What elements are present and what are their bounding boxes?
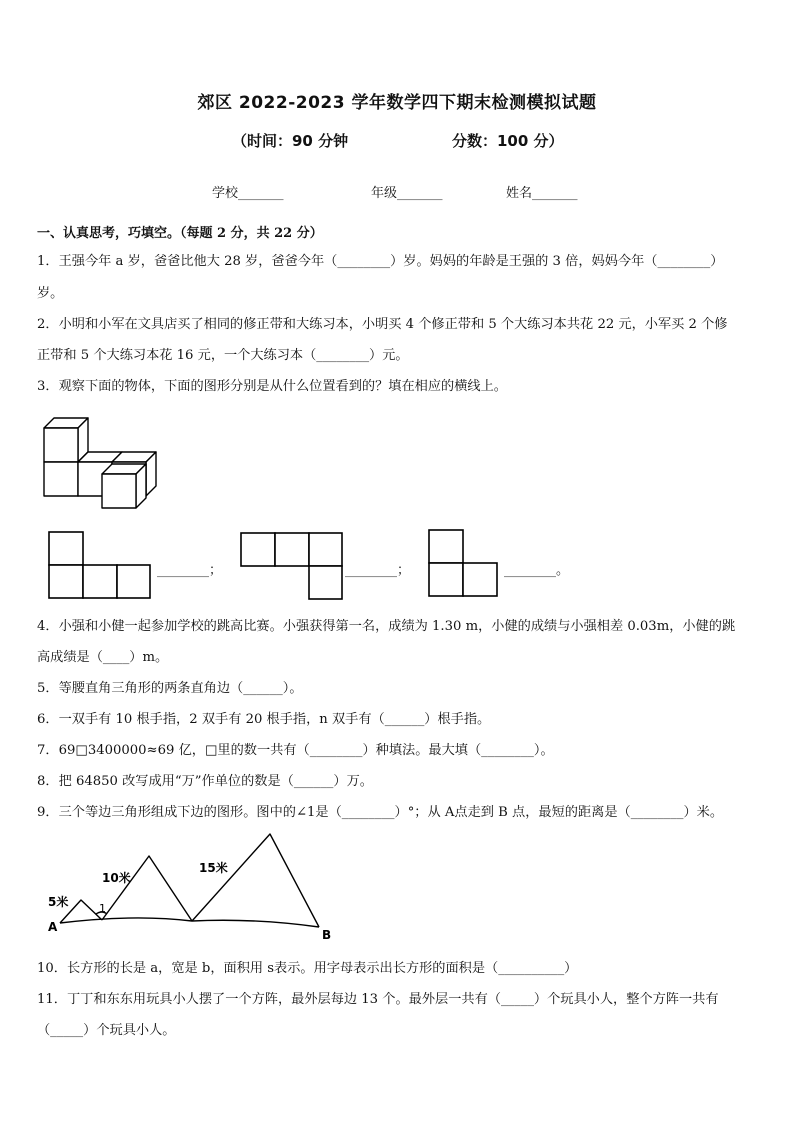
section-heading: 一、认真思考，巧填空。（每题 2 分，共 22 分） <box>37 226 323 241</box>
grade-field[interactable]: 年级_______ <box>371 186 443 201</box>
name-field[interactable]: 姓名_______ <box>506 186 578 201</box>
question-3: 3．观察下面的物体，下面的图形分别是从什么位置看到的？填在相应的横线上。 <box>37 379 507 394</box>
label-point-a: A <box>48 920 58 934</box>
question-11-line-2: （_____）个玩具小人。 <box>37 1023 176 1038</box>
label-5m: 5米 <box>48 895 69 909</box>
question-11-line-1: 11．丁丁和东东用玩具小人摆了一个方阵，最外层每边 13 个。最外层一共有（_____）个玩具小人，整个方阵一共有 <box>37 992 719 1007</box>
question-1-line-1: 1．王强今年 a 岁，爸爸比他大 28 岁，爸爸今年（________）岁。妈妈的年龄是王强的 3 倍，妈妈今年（________） <box>37 254 724 269</box>
question-8: 8．把 64850 改写成用“万”作单位的数是（______）万。 <box>37 774 373 789</box>
view-1-figure <box>47 530 152 600</box>
question-4-line-1: 4．小强和小健一起参加学校的跳高比赛。小强获得第一名，成绩为 1.30 m，小健的成绩与小强相差 0.03m，小健的跳 <box>37 619 736 634</box>
question-10: 10．长方形的长是 a，宽是 b，面积用 s表示。用字母表示出长方形的面积是（__________） <box>37 961 578 976</box>
question-2-line-1: 2．小明和小军在文具店买了相同的修正带和大练习本，小明买 4 个修正带和 5 个大练习本共花 22 元，小军买 2 个修 <box>37 317 728 332</box>
school-field[interactable]: 学校_______ <box>212 186 284 201</box>
view-3-figure <box>427 528 499 598</box>
label-angle-1: 1 <box>99 902 106 915</box>
view-2-answer[interactable]: ________； <box>345 563 411 578</box>
question-5: 5．等腰直角三角形的两条直角边（______）。 <box>37 681 303 696</box>
label-15m: 15米 <box>199 861 228 875</box>
page-title: 郊区 2022-2023 学年数学四下期末检测模拟试题 <box>197 93 597 113</box>
question-7: 7．69□3400000≈69 亿，□里的数一共有（________）种填法。最大填（________）。 <box>37 743 554 758</box>
triangles-figure <box>44 826 344 944</box>
question-4-line-2: 高成绩是（____）m。 <box>37 650 169 665</box>
exam-time: （时间：90 分钟 <box>232 132 349 150</box>
label-10m: 10米 <box>102 871 131 885</box>
cube-stack-figure <box>40 414 165 514</box>
label-point-b: B <box>322 928 332 942</box>
question-2-line-2: 正带和 5 个大练习本花 16 元，一个大练习本（________）元。 <box>37 348 409 363</box>
exam-score: 分数：100 分） <box>452 132 564 150</box>
question-6: 6．一双手有 10 根手指，2 双手有 20 根手指，n 双手有（______）根手指。 <box>37 712 491 727</box>
question-9: 9．三个等边三角形组成下边的图形。图中的∠1是（________）°；从 A点走到 B 点，最短的距离是（________）米。 <box>37 805 724 820</box>
view-2-figure <box>239 531 344 601</box>
view-3-answer[interactable]: ________。 <box>504 563 570 578</box>
view-1-answer[interactable]: ________； <box>157 563 223 578</box>
question-1-line-2: 岁。 <box>37 286 64 301</box>
